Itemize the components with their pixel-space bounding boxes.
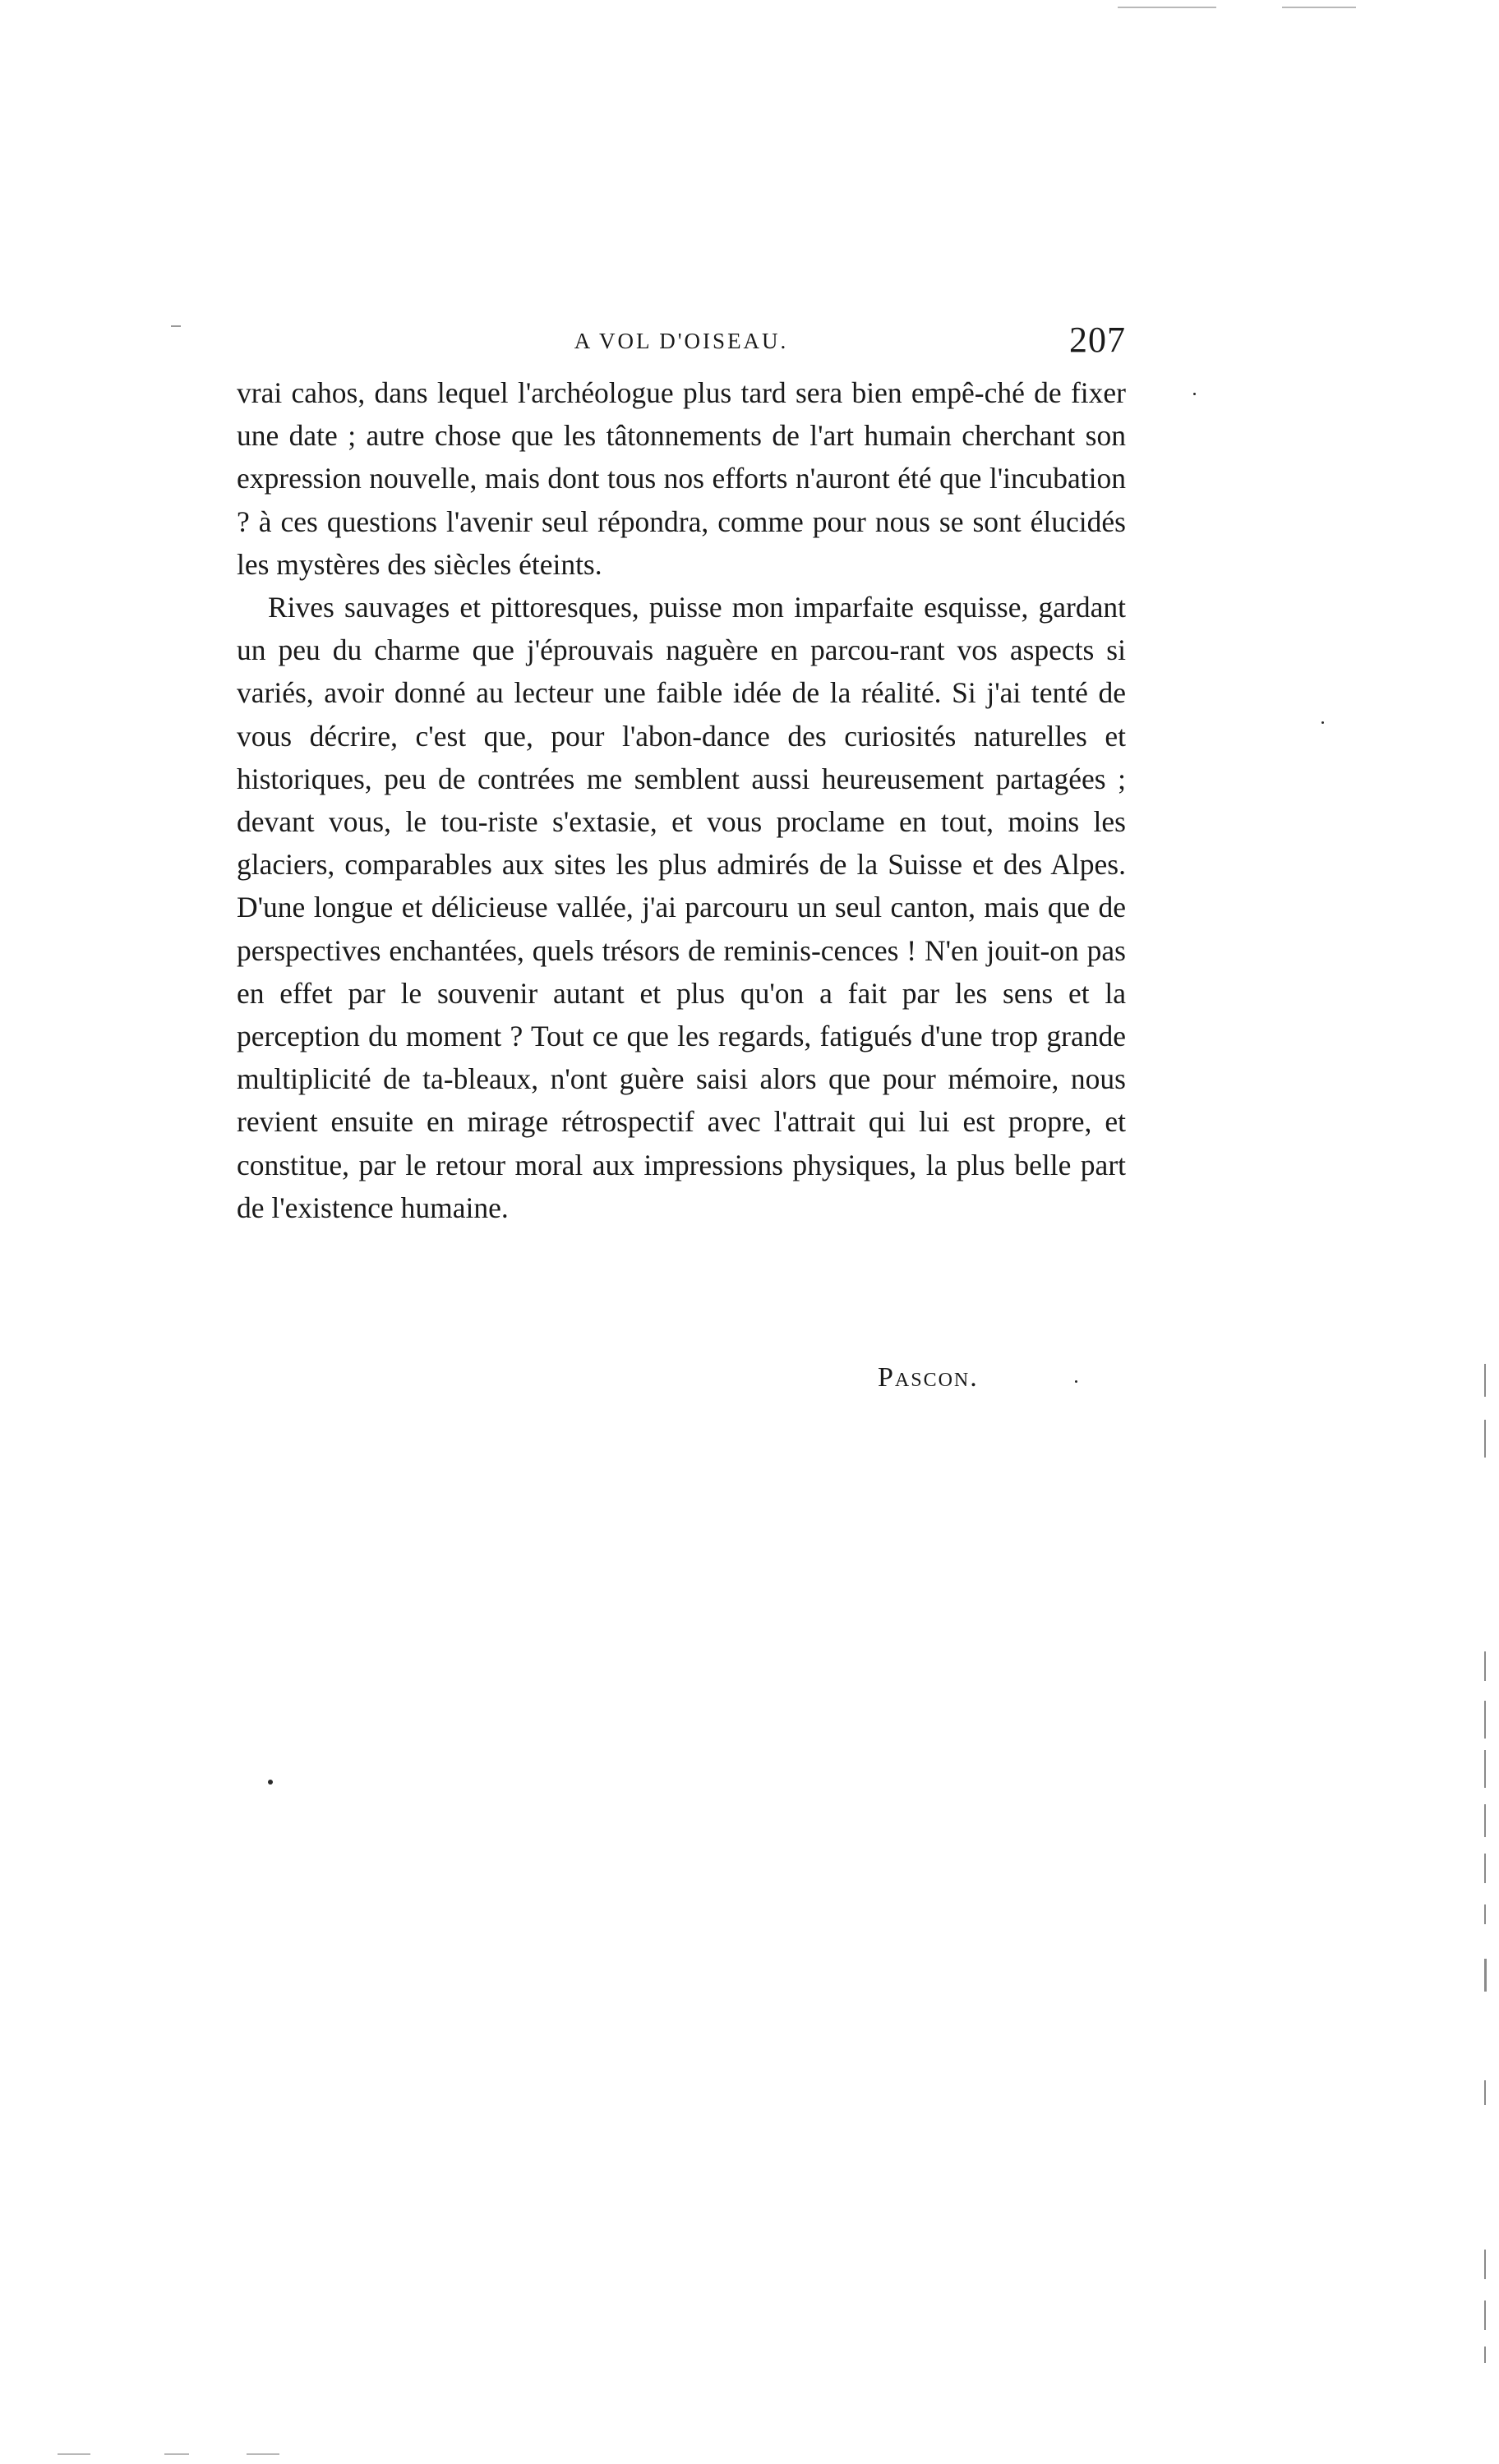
scan-artifact-line	[164, 2453, 189, 2455]
scan-artifact-dot	[1075, 1380, 1077, 1383]
scan-artifact-mark	[1484, 2301, 1486, 2330]
scan-artifact-dot	[1321, 721, 1324, 724]
scan-artifact-line	[247, 2453, 279, 2455]
scan-artifact-mark	[1484, 2080, 1486, 2105]
scan-artifact-dot	[1193, 393, 1196, 395]
scan-artifact-line	[1118, 7, 1216, 8]
paragraph: Rives sauvages et pittoresques, puisse mon imparfaite esquisse, gardant un peu du charme que j'éprouvais naguère en parcou-rant vos aspects si variés, avoir donné au lecteur une faible idée de la réalité. Si j'ai tenté de vous décrire, c'est que, pour l'abon-dance des curiosités naturelles et historiques, peu de contrées me semblent aussi heureusement partagées ; devant vous, le tou-riste s'extasie, et vous proclame en tout, moins les glaciers, comparables aux sites les plus admirés de la Suisse et des Alpes. D'une longue et délicieuse vallée, j'ai parcouru un seul canton, mais que de perspectives enchantées, quels trésors de reminis-cences ! N'en jouit-on pas en effet par le souvenir autant et plus qu'on a fait par les sens et la perception du moment ? Tout ce que les regards, fatigués d'une trop grande multiplicité de ta-bleaux, n'ont guère saisi alors que pour mémoire, nous revient ensuite en mirage rétrospectif avec l'attrait qui lui est propre, et constitue, par le retour moral aux impressions physiques, la plus belle part de l'existence humaine.	[237, 591, 1126, 1224]
author-signature: Pascon.	[878, 1362, 979, 1393]
scan-artifact-mark	[1484, 1364, 1486, 1397]
body-text	[237, 371, 1126, 1229]
scan-artifact-dot	[171, 325, 181, 327]
scan-artifact-line	[1282, 7, 1356, 8]
scan-artifact-line	[58, 2453, 90, 2455]
running-head	[237, 319, 1126, 368]
scan-artifact-mark	[1484, 1701, 1486, 1739]
scan-artifact-mark	[1484, 1904, 1486, 1924]
scan-artifact-mark	[1484, 1651, 1486, 1681]
scan-artifact-mark	[1484, 2250, 1486, 2279]
page-number: 207	[1069, 320, 1126, 360]
scan-artifact-mark	[1484, 2347, 1486, 2363]
scan-artifact-mark	[1484, 1420, 1486, 1458]
scan-artifact-mark	[1484, 1854, 1486, 1883]
scan-artifact-mark	[1484, 1804, 1486, 1837]
paragraph: vrai cahos, dans lequel l'archéologue plus tard sera bien empê-ché de fixer une date ; autre chose que les tâtonnements de l'art humain cherchant son expression nouvelle, mais dont tous nos efforts n'auront été que l'incubation ? à ces questions l'avenir seul répondra, comme pour nous se sont élucidés les mystères des siècles éteints.	[237, 376, 1126, 581]
running-title: A VOL D'OISEAU.	[574, 329, 789, 353]
scan-artifact-mark	[1484, 1959, 1487, 1992]
scan-artifact-dot	[268, 1780, 273, 1785]
scan-artifact-mark	[1484, 1750, 1486, 1788]
